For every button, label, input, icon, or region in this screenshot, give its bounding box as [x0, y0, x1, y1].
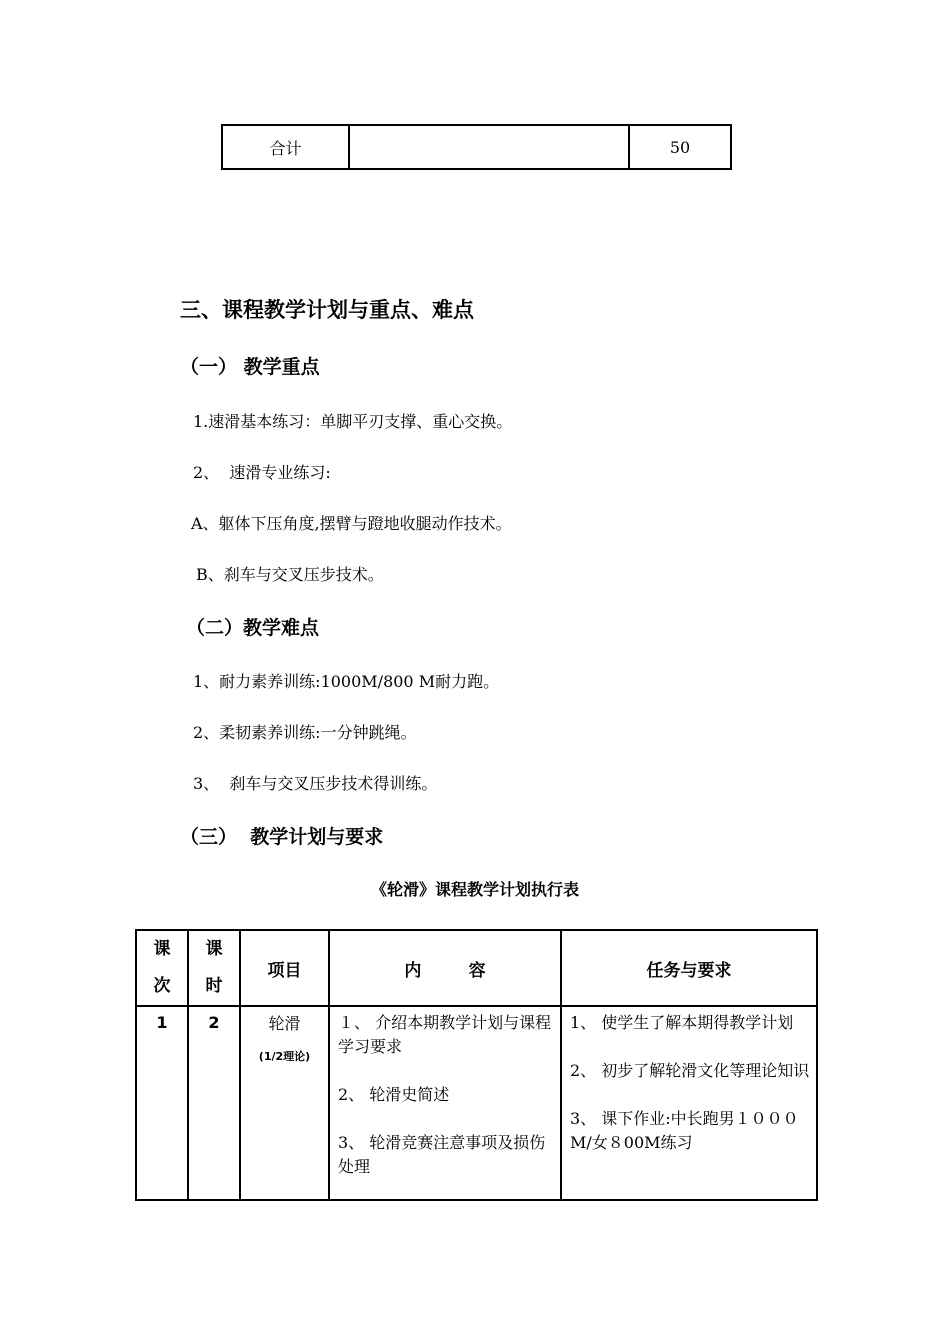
- part-1-item-3: A、躯体下压角度,摆臂与蹬地收腿动作技术。: [191, 514, 512, 533]
- part-1-title: （一） 教学重点: [180, 356, 320, 378]
- project-note: (1/2理论): [258, 1050, 311, 1063]
- cell-content: [329, 1006, 561, 1200]
- part-3-title: （三） 教学计划与要求: [180, 826, 384, 848]
- plan-table-header-row: [136, 930, 817, 1006]
- header-hours-line-2: 时: [205, 976, 223, 996]
- cell-tasks: [561, 1006, 817, 1200]
- total-value: 50: [629, 125, 731, 169]
- header-lesson-no-line-1: 课: [153, 939, 171, 959]
- total-middle-cell: [349, 125, 629, 169]
- part-2-item-3: 3、 刹车与交叉压步技术得训练。: [193, 774, 438, 793]
- header-project: 项目: [240, 930, 329, 1006]
- part-2-item-2: 2、柔韧素养训练:一分钟跳绳。: [193, 723, 417, 742]
- task-item-3: 3、 课下作业:中长跑男１０００M/女８00M练习: [570, 1109, 799, 1152]
- cell-lesson-no: 1: [136, 1006, 188, 1200]
- header-tasks: 任务与要求: [561, 930, 817, 1006]
- part-2-title: （二）教学难点: [186, 617, 320, 639]
- part-1-item-2: 2、 速滑专业练习:: [193, 463, 331, 482]
- header-lesson-no-line-2: 次: [153, 976, 171, 996]
- cell-project: [240, 1006, 329, 1200]
- content-item-3: 3、 轮滑竞赛注意事项及损伤处理: [338, 1133, 546, 1176]
- plan-table-title: 《轮滑》课程教学计划执行表: [370, 880, 579, 899]
- header-hours-line-1: 课: [205, 939, 223, 959]
- header-hours: [188, 930, 240, 1006]
- section-3-title: 三、课程教学计划与重点、难点: [180, 298, 474, 322]
- header-lesson-no: [136, 930, 188, 1006]
- plan-table: [135, 929, 818, 1201]
- cell-hours: 2: [188, 1006, 240, 1200]
- table-row: [136, 1006, 817, 1200]
- content-item-1: １、 介绍本期教学计划与课程学习要求: [338, 1013, 552, 1056]
- part-1-item-1: 1.速滑基本练习：单脚平刃支撑、重心交换。: [193, 412, 513, 431]
- header-content: 内 容: [329, 930, 561, 1006]
- total-row: [222, 125, 731, 169]
- part-1-item-4: B、刹车与交叉压步技术。: [196, 565, 384, 584]
- project-name: 轮滑: [268, 1014, 301, 1033]
- total-table: [221, 124, 732, 170]
- task-item-2: 2、 初步了解轮滑文化等理论知识: [570, 1061, 810, 1080]
- part-2-item-1: 1、耐力素养训练:1000M/800 M耐力跑。: [193, 672, 500, 691]
- task-item-1: 1、 使学生了解本期得教学计划: [570, 1013, 794, 1032]
- content-item-2: 2、 轮滑史简述: [338, 1085, 450, 1104]
- total-label: 合计: [222, 125, 349, 169]
